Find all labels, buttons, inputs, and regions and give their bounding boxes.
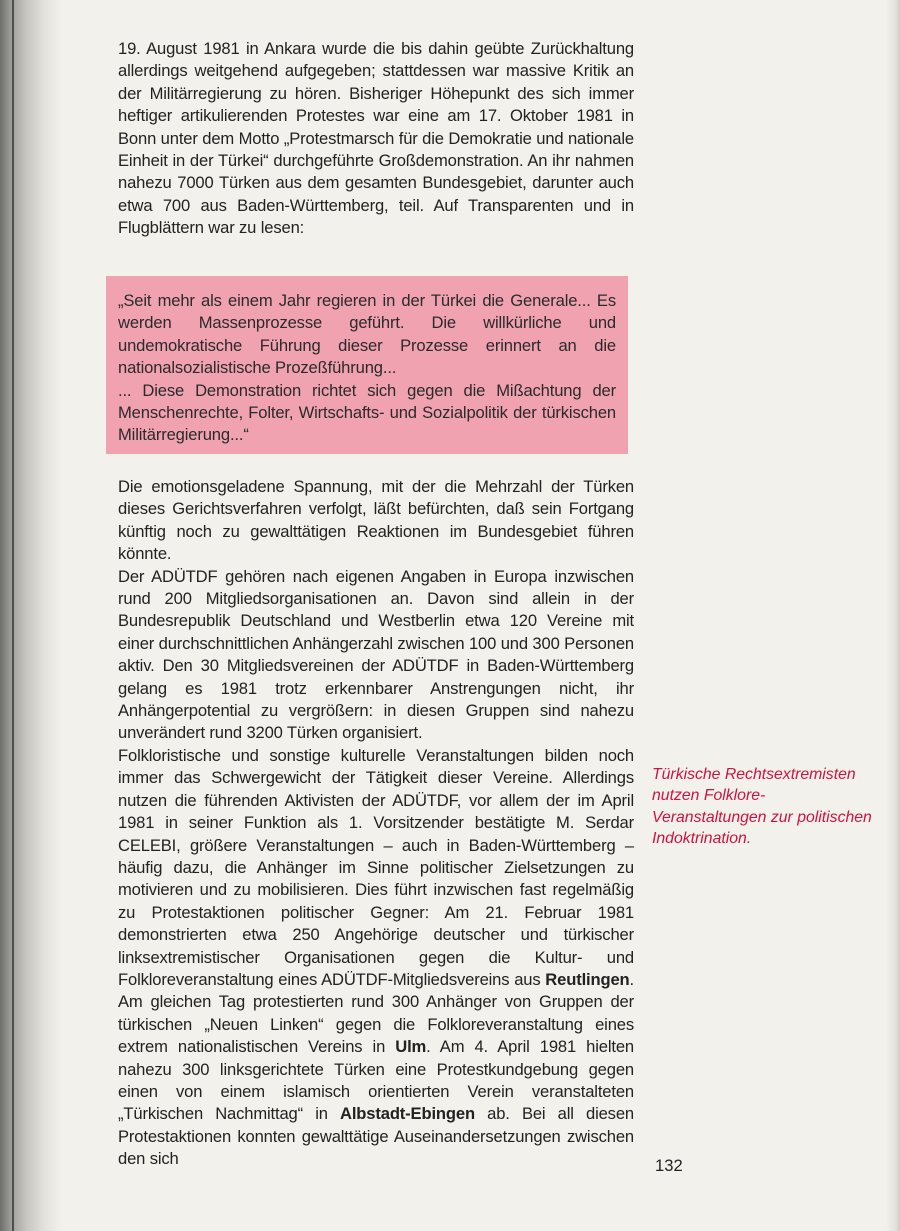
quote-part-2: ... Diese Demonstration richtet sich gegen die Mißachtung der Menschenrechte, Folter, Wirtschafts- und Sozialpolitik der türkischen Militärregierung...“: [118, 380, 616, 445]
margin-note: Türkische Rechtsextremisten nutzen Folklore-Veranstaltungen zur politischen Indoktrination.: [652, 766, 872, 848]
intro-paragraph: 19. August 1981 in Ankara wurde die bis dahin geübte Zurückhaltung allerdings weitgehend aufgegeben; stattdessen war massive Kritik an der Militärregierung zu hören. Bisheriger Höhepunkt des sich immer heftiger artikulierenden Protestes war eine am 17. Oktober 1981 in Bonn unter dem Motto „Protestmarsch für die Demokratie und nationale Einheit in der Türkei“ durchgeführte Großdemonstration. An ihr nahmen nahezu 7000 Türken aus dem gesamten Bundesgebiet, darunter auch etwa 700 aus Baden-Württemberg, teil. Auf Transparenten und in Flugblättern war zu lesen:: [118, 39, 634, 238]
book-spine-shadow: [0, 0, 62, 1231]
demonstration-quote: [118, 290, 616, 447]
page-edge-shadow: [886, 0, 900, 1231]
intro-text-block: [118, 38, 634, 240]
page-number: 132: [655, 1156, 683, 1175]
paragraph-folklore-events: [118, 745, 634, 1171]
place-albstadt-ebingen: Albstadt-Ebingen: [340, 1104, 475, 1124]
quote-part-1: „Seit mehr als einem Jahr regieren in der Türkei die Generale... Es werden Massenprozesse geführt. Die willkürliche und undemokratische Führung dieser Prozesse erinnert an die nationalsozialistische Prozeßführung...: [118, 291, 616, 378]
binding-line: [12, 0, 14, 1231]
paragraph-text-a: Folkloristische und sonstige kulturelle Veranstaltungen bilden noch immer das Schwergewicht der Tätigkeit dieser Vereine. Allerdings nutzen die führenden Aktivisten der ADÜTDF, vor allem der im April 1981 in seiner Funktion als 1. Vorsitzender bestätigte M. Serdar CELEBI, größere Veranstaltungen – auch in Baden-Württemberg – häufig dazu, die Anhänger im Sinne politischer Zielsetzungen zu motivieren und zu mobilisieren. Dies führt inzwischen fast regelmäßig zu Protestaktionen politischer Gegner: Am 21. Februar 1981 demonstrierten etwa 250 Angehörige deutscher und türkischer linksextremistischer Organisationen gegen die Kultur- und Folkloreveranstaltung eines ADÜTDF-Mitgliedsvereins aus: [118, 745, 634, 989]
paragraph-text-c: . Am 4. April 1981 hielten nahezu 300 linksgerichtete Türken eine Protestkundgebung gegen einen von einem islamisch orientierten Verein veranstalteten „Türkischen Nachmittag“ in: [118, 1037, 634, 1124]
place-reutlingen: Reutlingen: [545, 969, 630, 989]
paragraph-text-d: ab. Bei all diesen Protestaktionen konnten gewalttätige Auseinandersetzungen zwischen den sich: [118, 1104, 634, 1169]
paragraph-text-b: . Am gleichen Tag protestierten rund 300 Anhänger von Gruppen der türkischen „Neuen Linken“ gegen die Folkloreveranstaltung eines extrem nationalistischen Vereins in: [118, 969, 634, 1057]
main-text-block: [118, 476, 634, 1171]
place-ulm: Ulm: [395, 1037, 427, 1057]
paragraph-adutdf-membership: Der ADÜTDF gehören nach eigenen Angaben in Europa inzwischen rund 200 Mitgliedsorganisationen an. Davon sind allein in der Bundesrepublik Deutschland und Westberlin etwa 120 Vereine mit einer durchschnittlichen Anhängerzahl zwischen 100 und 300 Personen aktiv. Den 30 Mitgliedsvereinen der ADÜTDF in Baden-Württemberg gelang es 1981 trotz erkennbarer Anstrengungen nicht, ihr Anhängerpotential zu vergrößern: in diesen Gruppen sind nahezu unverändert rund 3200 Türken organisiert.: [118, 566, 634, 743]
paragraph-tension: Die emotionsgeladene Spannung, mit der die Mehrzahl der Türken dieses Gerichtsverfahren verfolgt, läßt befürchten, daß sein Fortgang künftig noch zu gewalttätigen Reaktionen im Bundesgebiet führen könnte.: [118, 477, 634, 564]
